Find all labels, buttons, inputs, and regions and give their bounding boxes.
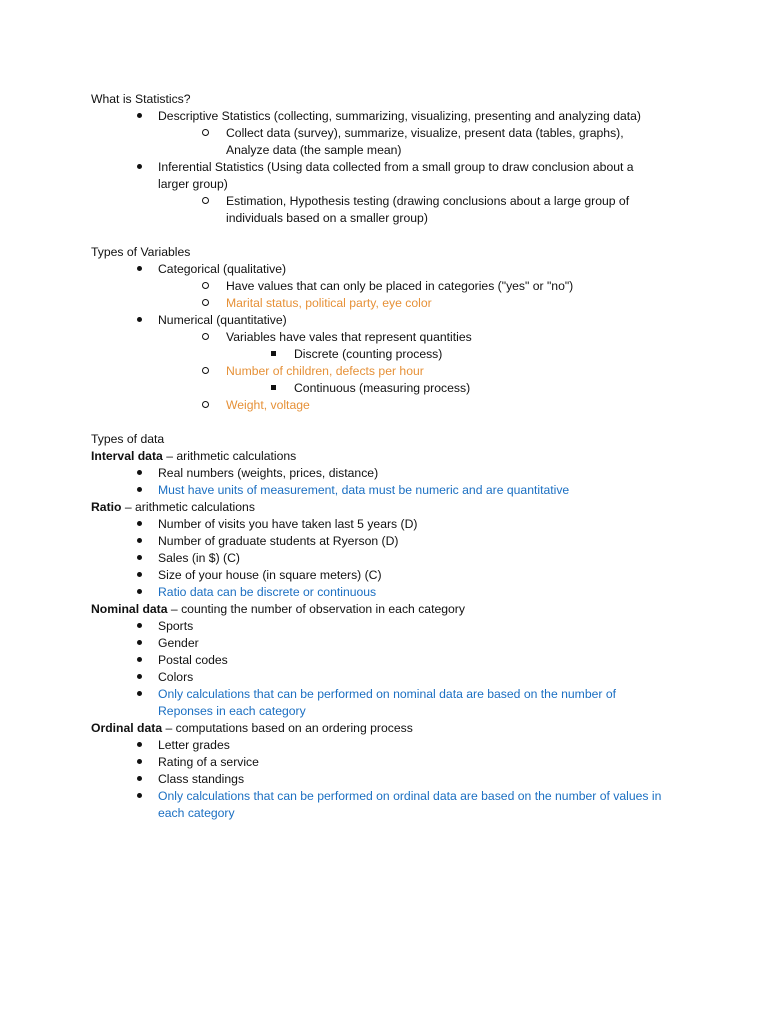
circle-bullet-icon xyxy=(199,363,211,380)
square-bullet-icon xyxy=(267,346,279,363)
list-item: Letter grades xyxy=(0,737,768,754)
dot-bullet-icon xyxy=(133,669,145,686)
note-item-continuation: each category xyxy=(158,806,235,820)
list-item-continuation: Analyze data (the sample mean) xyxy=(226,143,402,157)
section-heading-what-is-statistics: What is Statistics? xyxy=(91,92,191,106)
example-item: Weight, voltage xyxy=(0,397,768,414)
dot-bullet-icon xyxy=(133,788,145,805)
note-item: Only calculations that can be performed on nominal data are based on the number of xyxy=(0,686,768,703)
dot-bullet-icon xyxy=(133,533,145,550)
list-item: Sports xyxy=(0,618,768,635)
list-item: Estimation, Hypothesis testing (drawing conclusions about a large group of xyxy=(0,193,768,210)
list-item: Have values that can only be placed in categories ("yes" or "no") xyxy=(0,278,768,295)
note-item: Ratio data can be discrete or continuous xyxy=(0,584,768,601)
list-item: Colors xyxy=(0,669,768,686)
dot-bullet-icon xyxy=(133,516,145,533)
dot-bullet-icon xyxy=(133,108,145,125)
circle-bullet-icon xyxy=(199,397,211,414)
dot-bullet-icon xyxy=(133,550,145,567)
circle-bullet-icon xyxy=(199,125,211,142)
note-item: Must have units of measurement, data must be numeric and are quantitative xyxy=(0,482,768,499)
list-item: Size of your house (in square meters) (C) xyxy=(0,567,768,584)
list-item: Numerical (quantitative) xyxy=(0,312,768,329)
note-item-continuation: Reponses in each category xyxy=(158,704,306,718)
list-item-continuation: individuals based on a smaller group) xyxy=(226,211,428,225)
list-item: Inferential Statistics (Using data collected from a small group to draw conclusion about a xyxy=(0,159,768,176)
list-item: Continuous (measuring process) xyxy=(0,380,768,397)
circle-bullet-icon xyxy=(199,329,211,346)
square-bullet-icon xyxy=(267,380,279,397)
term-ordinal-data: Ordinal data – computations based on an ordering process xyxy=(91,721,413,735)
term-nominal-data: Nominal data – counting the number of observation in each category xyxy=(91,602,465,616)
circle-bullet-icon xyxy=(199,278,211,295)
list-item: Gender xyxy=(0,635,768,652)
list-item: Discrete (counting process) xyxy=(0,346,768,363)
list-item: Postal codes xyxy=(0,652,768,669)
list-item: Real numbers (weights, prices, distance) xyxy=(0,465,768,482)
list-item: Number of visits you have taken last 5 years (D) xyxy=(0,516,768,533)
list-item: Descriptive Statistics (collecting, summarizing, visualizing, presenting and analyzing data) xyxy=(0,108,768,125)
section-heading-types-of-variables: Types of Variables xyxy=(91,245,191,259)
dot-bullet-icon xyxy=(133,652,145,669)
document-page xyxy=(0,91,768,822)
dot-bullet-icon xyxy=(133,312,145,329)
list-item: Collect data (survey), summarize, visualize, present data (tables, graphs), xyxy=(0,125,768,142)
circle-bullet-icon xyxy=(199,295,211,312)
dot-bullet-icon xyxy=(133,754,145,771)
section-heading-types-of-data: Types of data xyxy=(91,432,165,446)
list-item: Rating of a service xyxy=(0,754,768,771)
dot-bullet-icon xyxy=(133,635,145,652)
dot-bullet-icon xyxy=(133,618,145,635)
dot-bullet-icon xyxy=(133,771,145,788)
dot-bullet-icon xyxy=(133,465,145,482)
dot-bullet-icon xyxy=(133,159,145,176)
list-item: Class standings xyxy=(0,771,768,788)
dot-bullet-icon xyxy=(133,737,145,754)
note-item: Only calculations that can be performed on ordinal data are based on the number of values in xyxy=(0,788,768,805)
dot-bullet-icon xyxy=(133,261,145,278)
list-item: Categorical (qualitative) xyxy=(0,261,768,278)
dot-bullet-icon xyxy=(133,567,145,584)
list-item: Number of graduate students at Ryerson (D) xyxy=(0,533,768,550)
dot-bullet-icon xyxy=(133,482,145,499)
list-item: Variables have vales that represent quantities xyxy=(0,329,768,346)
term-ratio: Ratio – arithmetic calculations xyxy=(91,500,255,514)
dot-bullet-icon xyxy=(133,584,145,601)
list-item-continuation: larger group) xyxy=(158,177,228,191)
spacer xyxy=(0,414,768,431)
spacer xyxy=(0,227,768,244)
term-interval-data: Interval data – arithmetic calculations xyxy=(91,449,297,463)
dot-bullet-icon xyxy=(133,686,145,703)
list-item: Sales (in $) (C) xyxy=(0,550,768,567)
example-item: Number of children, defects per hour xyxy=(0,363,768,380)
example-item: Marital status, political party, eye color xyxy=(0,295,768,312)
circle-bullet-icon xyxy=(199,193,211,210)
